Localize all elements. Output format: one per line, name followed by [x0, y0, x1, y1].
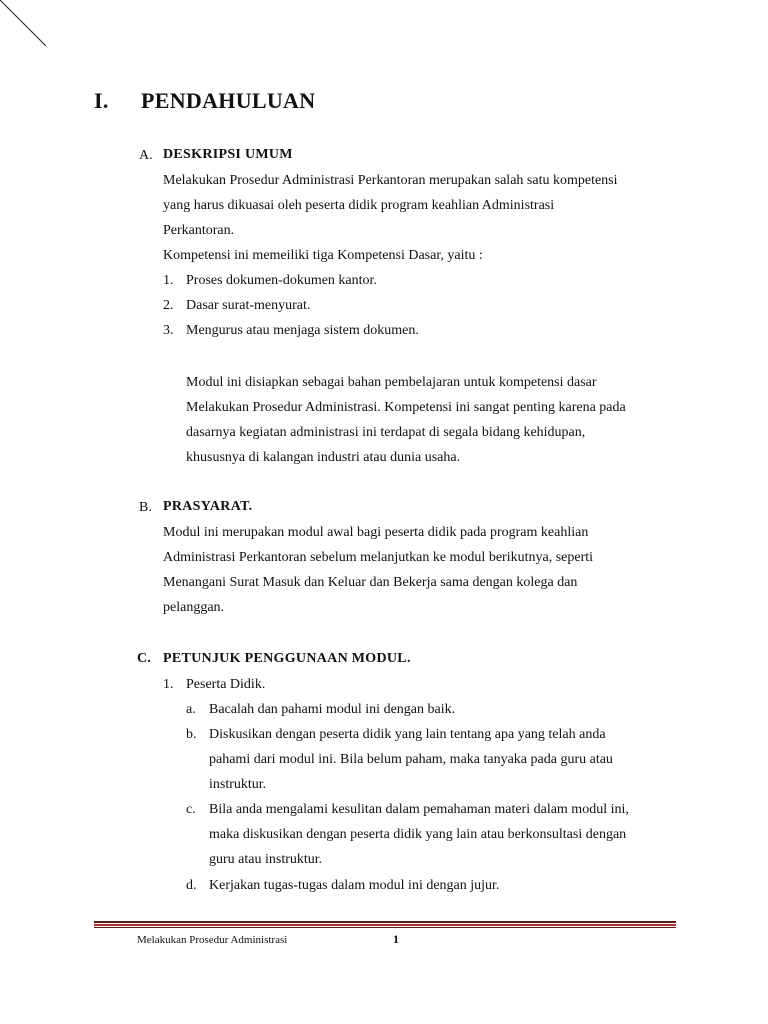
- footer-rule-red: [94, 924, 676, 926]
- section-b-heading: PRASYARAT.: [163, 499, 253, 514]
- section-a-marker: A.: [139, 148, 153, 163]
- corner-diagonal-line: [0, 0, 60, 60]
- footer-rule-dark: [94, 927, 676, 928]
- section-a-para2-line: khususnya di kalangan industri atau dunia usaha.: [186, 450, 461, 465]
- section-b-para-line: pelanggan.: [163, 600, 225, 615]
- chapter-number: I.: [94, 88, 109, 113]
- subitem-letter: b.: [186, 727, 197, 742]
- subitem-text: Bila anda mengalami kesulitan dalam pemahaman materi dalam modul ini,: [209, 802, 629, 817]
- section-b-marker: B.: [139, 500, 152, 515]
- list-item-text: Peserta Didik.: [186, 677, 266, 692]
- subitem-text: maka diskusikan dengan peserta didik yang lain atau berkonsultasi dengan: [209, 827, 627, 842]
- section-a-para-line: Kompetensi ini memeiliki tiga Kompetensi Dasar, yaitu :: [163, 248, 483, 263]
- list-item-number: 1.: [163, 273, 174, 288]
- section-c-marker: C.: [137, 651, 152, 666]
- section-a-para2-line: Modul ini disiapkan sebagai bahan pembelajaran untuk kompetensi dasar: [186, 375, 597, 390]
- section-b-para-line: Menangani Surat Masuk dan Keluar dan Bekerja sama dengan kolega dan: [163, 575, 578, 590]
- subitem-letter: a.: [186, 702, 196, 717]
- chapter-title: PENDAHULUAN: [141, 88, 316, 113]
- subitem-letter: c.: [186, 802, 196, 817]
- section-a-para-line: yang harus dikuasai oleh peserta didik program keahlian Administrasi: [163, 198, 555, 213]
- subitem-text: pahami dari modul ini. Bila belum paham, maka tanyaka pada guru atau: [209, 752, 613, 767]
- section-a-heading: DESKRIPSI UMUM: [163, 147, 293, 162]
- section-b-para-line: Modul ini merupakan modul awal bagi peserta didik pada program keahlian: [163, 525, 589, 540]
- subitem-text: instruktur.: [209, 777, 267, 792]
- footer-rule-dark: [94, 921, 676, 923]
- section-c-heading: PETUNJUK PENGGUNAAN MODUL.: [163, 651, 411, 666]
- list-item-number: 3.: [163, 323, 174, 338]
- subitem-text: Kerjakan tugas-tugas dalam modul ini dengan jujur.: [209, 878, 500, 893]
- section-a-para-line: Perkantoran.: [163, 223, 235, 238]
- list-item-number: 2.: [163, 298, 174, 313]
- subitem-text: Bacalah dan pahami modul ini dengan baik.: [209, 702, 456, 717]
- section-a-para-line: Melakukan Prosedur Administrasi Perkantoran merupakan salah satu kompetensi: [163, 173, 618, 188]
- section-b-para-line: Administrasi Perkantoran sebelum melanjutkan ke modul berikutnya, seperti: [163, 550, 594, 565]
- footer-title: Melakukan Prosedur Administrasi: [137, 934, 288, 946]
- section-a-para2-line: Melakukan Prosedur Administrasi. Kompetensi ini sangat penting karena pada: [186, 400, 626, 415]
- list-item-number: 1.: [163, 677, 174, 692]
- list-item-text: Dasar surat-menyurat.: [186, 298, 311, 313]
- page-number: 1: [393, 932, 399, 946]
- list-item-text: Proses dokumen-dokumen kantor.: [186, 273, 377, 288]
- subitem-text: guru atau instruktur.: [209, 852, 323, 867]
- subitem-text: Diskusikan dengan peserta didik yang lain tentang apa yang telah anda: [209, 727, 606, 742]
- section-a-para2-line: dasarnya kegiatan administrasi ini terdapat di segala bidang kehidupan,: [186, 425, 586, 440]
- subitem-letter: d.: [186, 878, 197, 893]
- list-item-text: Mengurus atau menjaga sistem dokumen.: [186, 323, 419, 338]
